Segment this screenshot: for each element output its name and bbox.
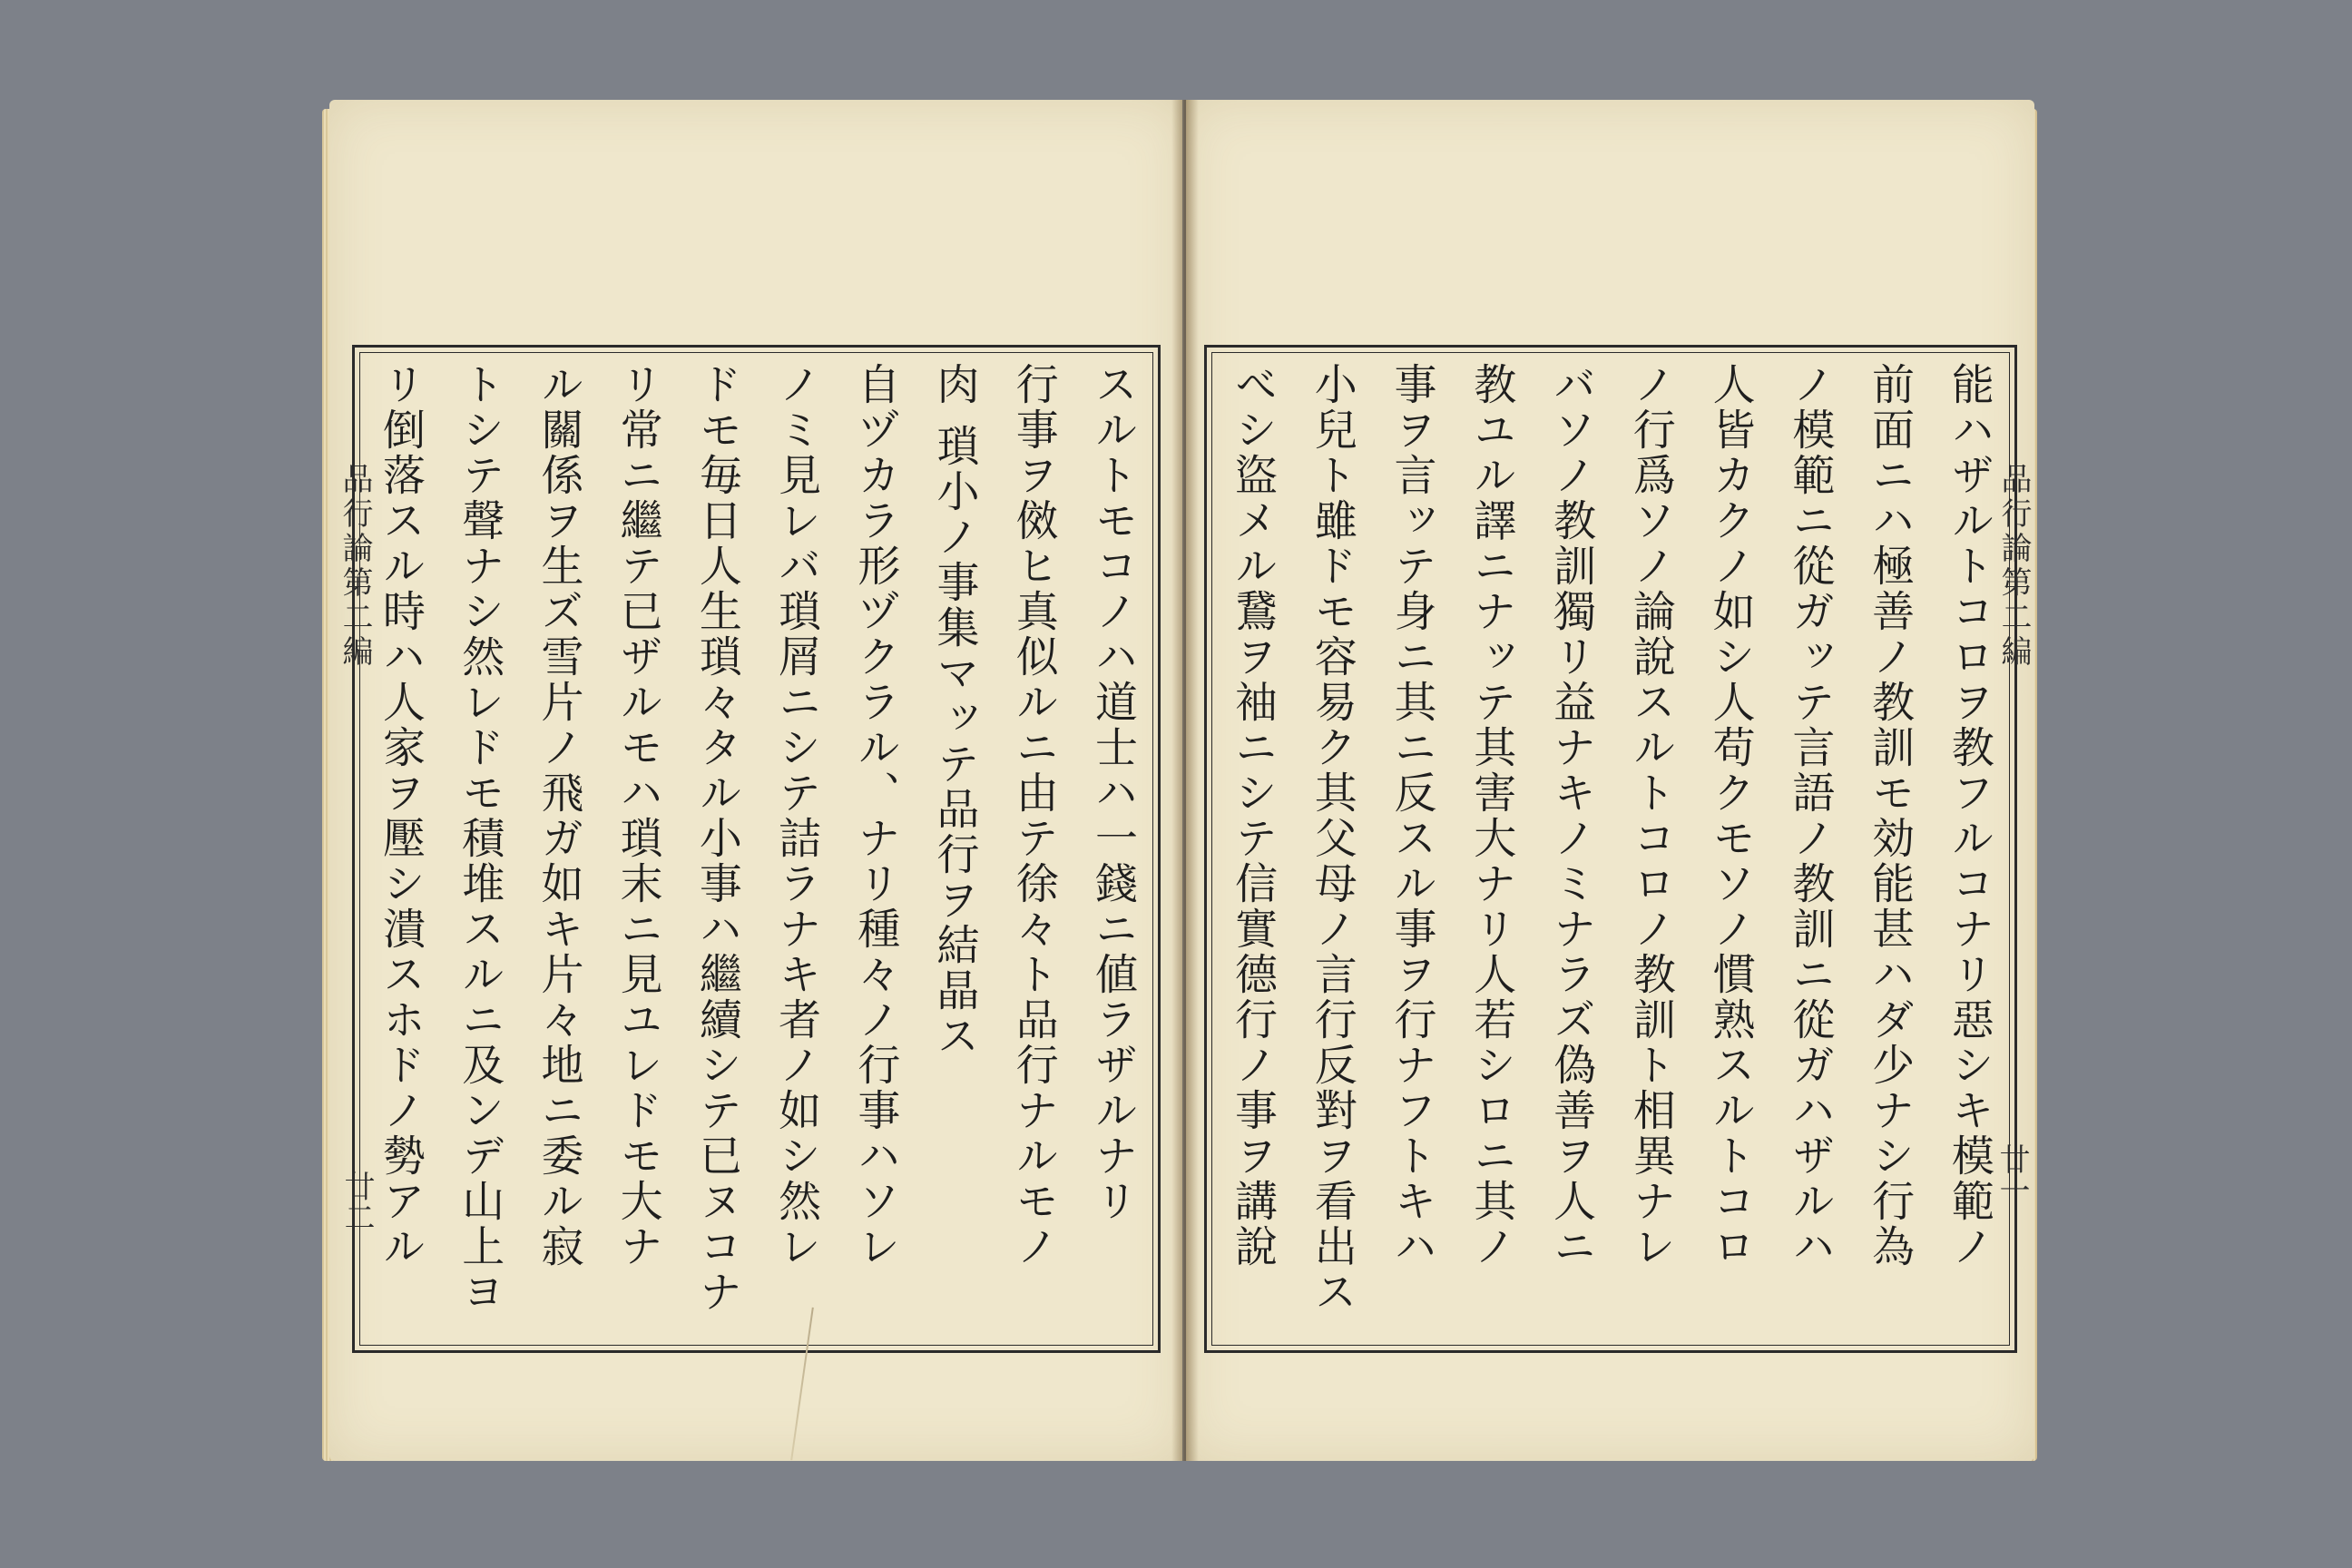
text-column: 人皆カクノ如シ人苟クモソノ慣熟スルトコロ — [1705, 362, 1756, 1269]
text-column: 前面ニハ極善ノ教訓モ効能甚ハダ少ナシ行為 — [1865, 362, 1916, 1269]
text-column: ノ行爲ソノ論說スルトコロノ教訓ト相異ナレ — [1625, 362, 1676, 1269]
right-page-number: 廿一 — [1994, 1143, 2030, 1205]
text-column: 能ハザルトコロヲ教フルコナリ惡シキ模範ノ — [1944, 362, 1994, 1269]
left-text-frame — [352, 345, 1161, 1353]
text-column: スルトモコノハ道士ハ一錢ニ値ラザルナリ — [1087, 362, 1138, 1224]
right-page — [1186, 100, 2034, 1461]
text-column: バソノ教訓獨リ益ナキノミナラズ偽善ヲ人ニ — [1546, 362, 1597, 1269]
left-page-number: 廿二 — [338, 1171, 375, 1232]
text-column: ⾁ 瑣小ノ事集マッテ品行ヲ結晶ス — [929, 362, 980, 1059]
text-column: トシテ聲ナシ然レドモ積堆スルニ及ンデ山上ヨ — [455, 362, 505, 1315]
right-running-title: 品行論第二編 — [1995, 463, 2032, 670]
text-column: ドモ毎日人生瑣々タル小事ハ繼續シテ已ヌコナ — [691, 362, 742, 1315]
text-column: 自ヅカラ形ヅクラル、ナリ種々ノ行事ハソレ — [850, 362, 901, 1269]
open-book — [322, 100, 2037, 1470]
text-column: リ常ニ繼テ已ザルモハ瑣末ニ見ユレドモ大ナ — [612, 362, 663, 1269]
text-column: 小兒ト雖ドモ容易ク其父母ノ言行反對ヲ看出ス — [1307, 362, 1357, 1315]
text-column: ノミ見レバ瑣屑ニシテ詰ラナキ者ノ如シ然レ — [771, 362, 822, 1269]
right-text-frame — [1204, 345, 2017, 1353]
left-running-title: 品行論第二編 — [337, 463, 373, 670]
text-column: ノ模範ニ從ガッテ言語ノ教訓ニ從ガハザルハ — [1785, 362, 1836, 1269]
text-column: リ倒落スル時ハ人家ヲ壓シ潰スホドノ勢アル — [376, 362, 426, 1269]
text-column: 行事ヲ傚ヒ真似ルニ由テ徐々ト品行ナルモノ — [1008, 362, 1059, 1269]
left-page — [329, 100, 1182, 1461]
book-gutter — [1171, 100, 1199, 1461]
text-column: べシ盜メル鵞ヲ袖ニシテ信實德行ノ事ヲ講說 — [1228, 362, 1278, 1269]
text-column: 教ユル譯ニナッテ其害大ナリ人若シロニ其ノ — [1466, 362, 1517, 1269]
text-column: 事ヲ言ッテ身ニ其ニ反スル事ヲ行ナフトキハ — [1387, 362, 1437, 1269]
text-column: ル關係ヲ生ズ雪片ノ飛ガ如キ片々地ニ委ル寂 — [534, 362, 584, 1269]
